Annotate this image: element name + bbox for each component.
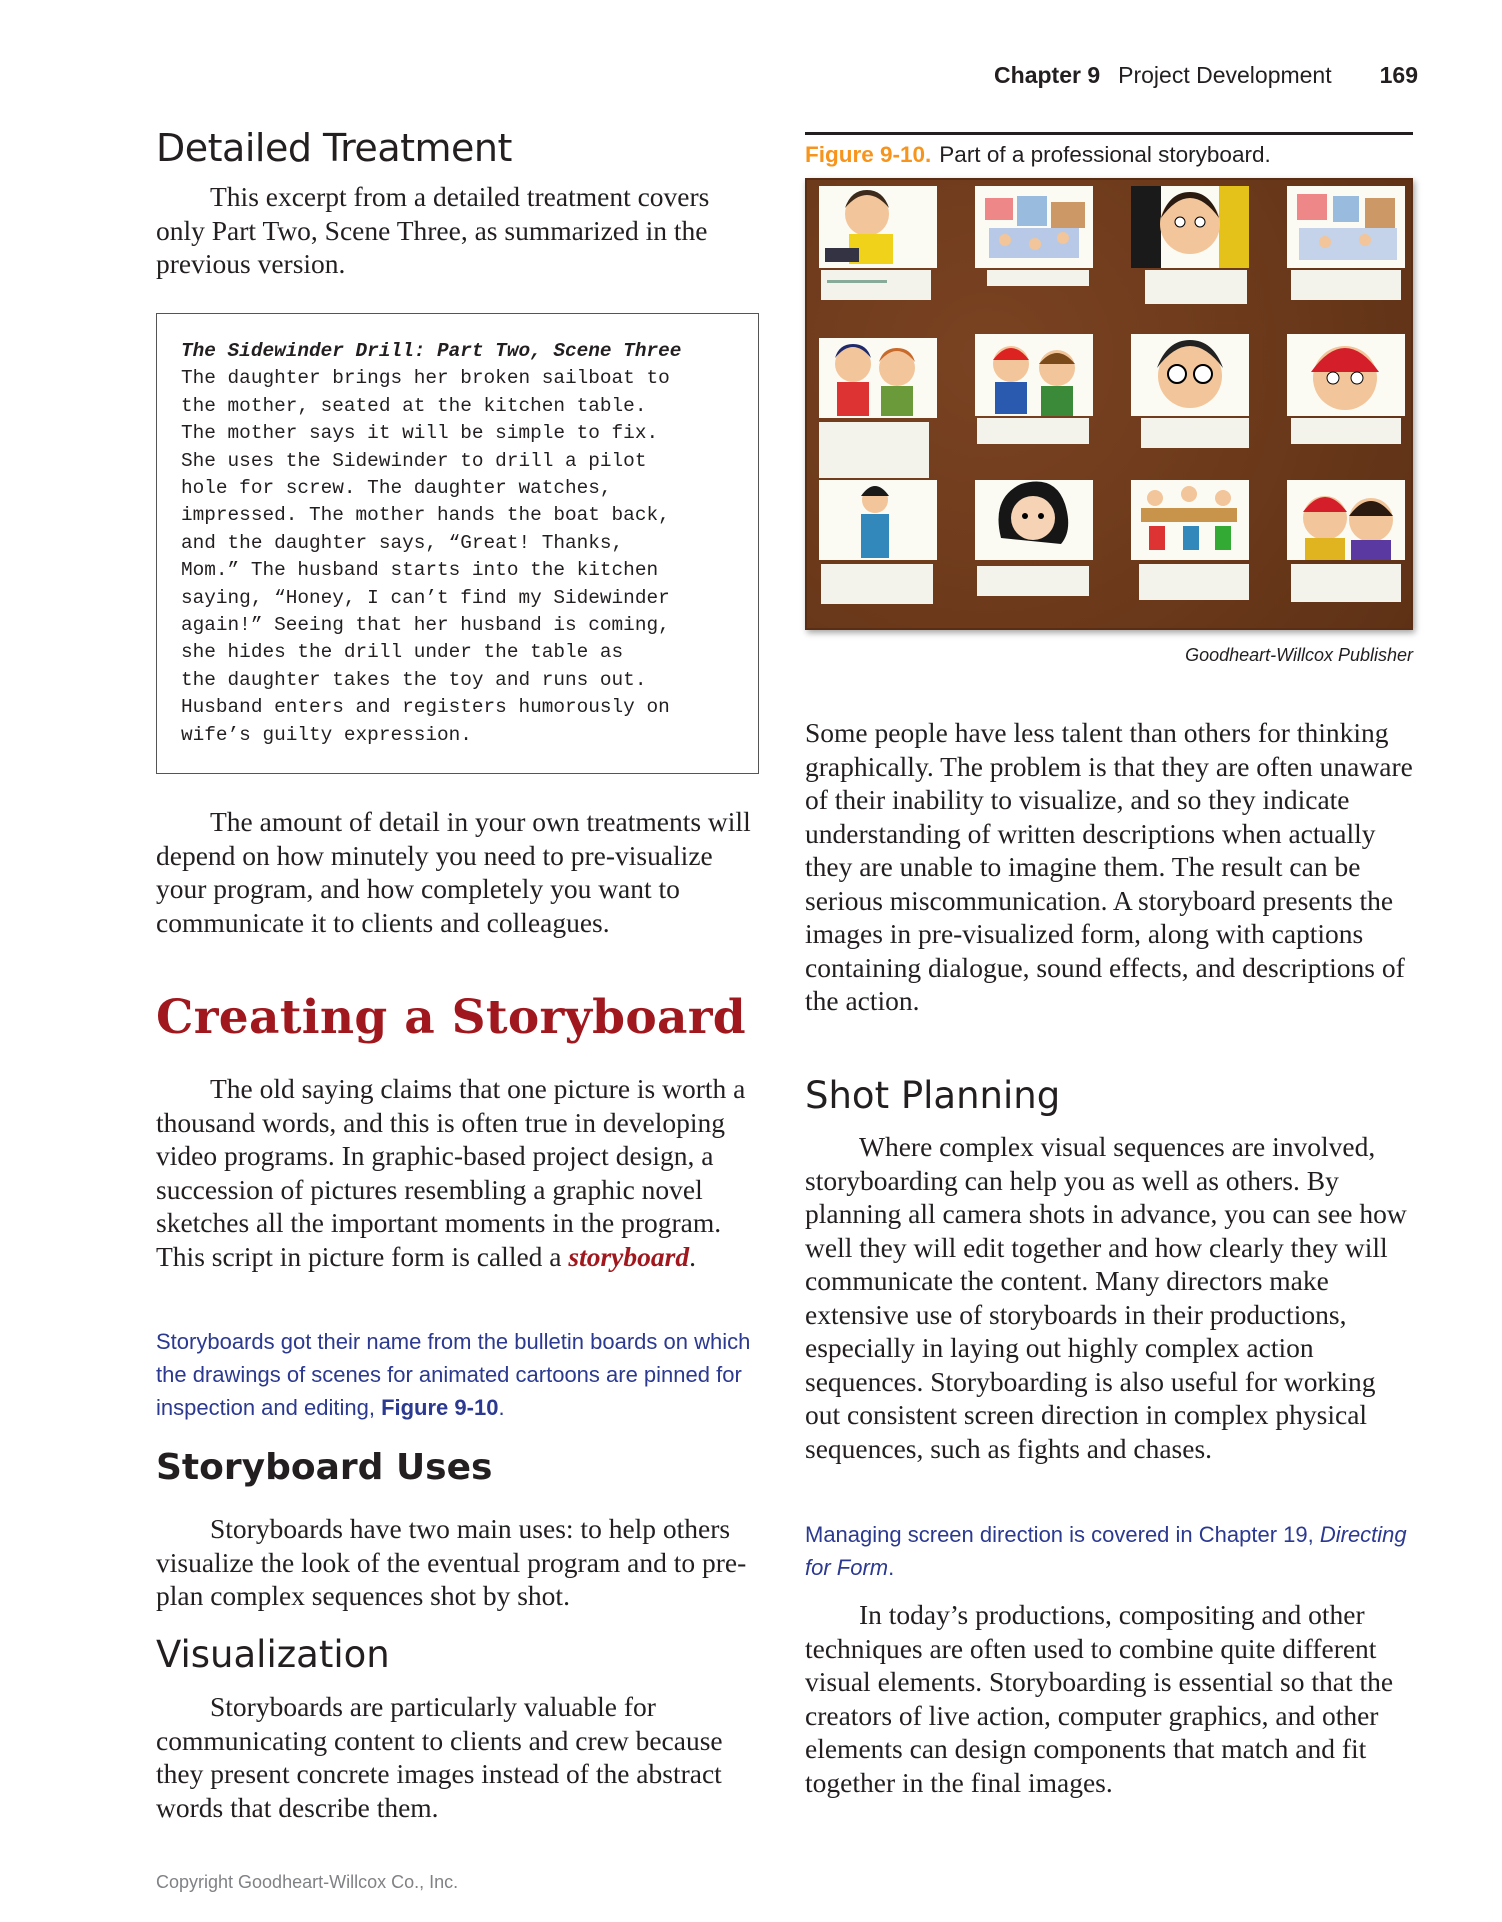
note-end: . (498, 1395, 505, 1420)
treatment-line: she hides the drill under the table as (181, 641, 624, 664)
creating-para-end: . (689, 1240, 696, 1272)
storyboard-uses-paragraph: Storyboards have two main uses: to help others visualize the look of the eventual program and to pre-plan complex sequences shot by shot. (156, 1513, 747, 1611)
treatment-line: Mom.” The husband starts into the kitchen (181, 559, 659, 582)
chapter-title: Project Development (1118, 62, 1332, 88)
figure-caption (805, 142, 1271, 168)
shot-planning-heading: Shot Planning (805, 1074, 1061, 1117)
treatment-line: The mother says it will be simple to fix. (181, 422, 659, 445)
figure-caption-text: Part of a professional storyboard. (939, 142, 1271, 167)
treatment-detail-paragraph: The amount of detail in your own treatments will depend on how minutely you need to pre-visualize your program, and how completely you want to communicate it to clients and colleagues. (156, 806, 751, 938)
talent-paragraph: Some people have less talent than others for thinking graphically. The problem is that they are often unaware of their inability to visualize, and so they indicate understanding of written descriptions when actually they are unable to imagine them. The result can be serious miscommunication. A storyboard presents the images in pre-visualized form, along with captions containing dialogue, sound effects, and descriptions of the action. (805, 717, 1413, 1016)
chapter-reference-link[interactable]: Directing for Form (805, 1522, 1407, 1580)
treatment-line: the mother, seated at the kitchen table. (181, 394, 647, 417)
treatment-line: impressed. The mother hands the boat back, (181, 504, 670, 527)
note-end: . (888, 1555, 895, 1580)
note-text: Managing screen direction is covered in Chapter 19, (805, 1522, 1320, 1547)
treatment-body (181, 365, 738, 749)
storyboard-illustration (805, 178, 1413, 630)
storyboard-term: storyboard (568, 1240, 690, 1272)
storyboard-panel (1287, 480, 1405, 602)
creating-storyboard-heading: Creating a Storyboard (156, 990, 746, 1045)
page-number: 169 (1379, 62, 1418, 88)
shot-planning-paragraph: Where complex visual sequences are involved, storyboarding can help you as well as others. By planning all camera shots in advance, you can see how well they will edit together and how clearly they will communicate the content. Many directors make extensive use of storyboards in their productions, especially in laying out highly complex action sequences. Storyboarding is also useful for working out consistent screen direction in complex physical sequences, such as fights and chases. (805, 1131, 1407, 1464)
storyboard-name-note (156, 1325, 768, 1424)
storyboard-panel (975, 186, 1093, 286)
storyboard-photo (805, 178, 1413, 630)
compositing-paragraph: In today’s productions, compositing and other techniques are often used to combine quite different visual elements. Storyboarding is essential so that the creators of live action, computer graphics, and other elements can design components that match and fit together in the final images. (805, 1599, 1394, 1798)
storyboard-uses-heading: Storyboard Uses (156, 1447, 493, 1488)
treatment-line: Husband enters and registers humorously on (181, 696, 670, 719)
storyboard-panel (1131, 480, 1249, 600)
storyboard-panel (975, 480, 1093, 596)
figure-reference-link[interactable]: Figure 9-10 (381, 1395, 499, 1420)
storyboard-panel (819, 338, 937, 478)
storyboard-panel (1131, 186, 1249, 304)
detailed-intro-paragraph: This excerpt from a detailed treatment covers only Part Two, Scene Three, as summarized in the previous version. (156, 181, 710, 279)
creating-storyboard-paragraph (156, 1072, 764, 1273)
treatment-line: saying, “Honey, I can’t find my Sidewinder (181, 586, 670, 609)
treatment-line: She uses the Sidewinder to drill a pilot (181, 449, 647, 472)
treatment-line: wife’s guilty expression. (181, 723, 472, 746)
storyboard-panel (819, 480, 937, 604)
storyboard-panel (975, 334, 1093, 444)
detailed-treatment-heading: Detailed Treatment (156, 126, 512, 170)
treatment-line: again!” Seeing that her husband is coming, (181, 614, 670, 637)
storyboard-panel (1131, 334, 1249, 448)
figure-credit: Goodheart-Willcox Publisher (1185, 645, 1413, 665)
chapter-label: Chapter 9 (994, 62, 1101, 88)
figure-label: Figure 9-10. (805, 142, 932, 167)
creating-para-text: The old saying claims that one picture is worth a thousand words, and this is often true in developing video programs. In graphic-based project design, a succession of pictures resembling a graphic novel sketches all the important moments in the program. This script in picture form is called a (156, 1073, 746, 1272)
figure-rule (805, 132, 1413, 135)
treatment-excerpt-box (156, 313, 759, 774)
treatment-title: The Sidewinder Drill: Part Two, Scene Three (181, 340, 682, 362)
treatment-line: hole for screw. The daughter watches, (181, 477, 612, 500)
copyright-footer: Copyright Goodheart-Willcox Co., Inc. (156, 1872, 459, 1892)
screen-direction-note (805, 1518, 1417, 1584)
treatment-line: and the daughter says, “Great! Thanks, (181, 531, 624, 554)
treatment-line: the daughter takes the toy and runs out. (181, 668, 647, 691)
storyboard-panel (1287, 334, 1405, 444)
treatment-line: The daughter brings her broken sailboat to (181, 367, 670, 390)
visualization-paragraph: Storyboards are particularly valuable for communicating content to clients and crew because they present concrete images instead of the abstract words that describe them. (156, 1691, 723, 1823)
visualization-heading: Visualization (156, 1633, 390, 1676)
storyboard-panel (819, 186, 937, 300)
running-header (994, 62, 1418, 89)
note-text: Storyboards got their name from the bulletin boards on which the drawings of scenes for animated cartoons are pinned for inspection and editing, (156, 1329, 751, 1420)
storyboard-panel (1287, 186, 1405, 300)
